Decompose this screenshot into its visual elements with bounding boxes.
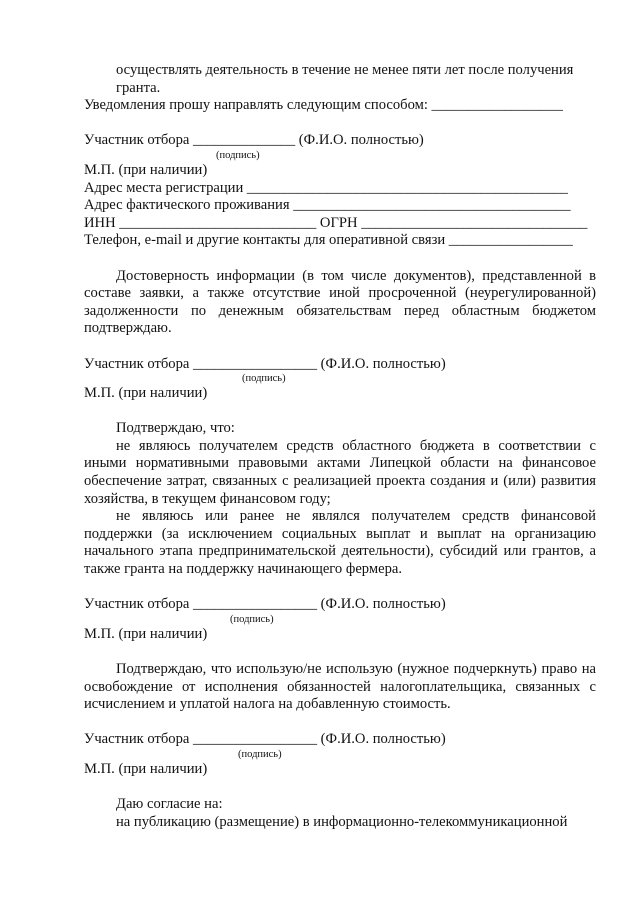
signature-line-2: Участник отбора _________________ (Ф.И.О. полностью) xyxy=(84,355,446,372)
stamp-line-2: М.П. (при наличии) xyxy=(84,385,208,402)
stamp-line-1: М.П. (при наличии) xyxy=(84,161,208,178)
registration-address-line: Адрес места регистрации ____________________________________________ xyxy=(84,179,568,196)
stamp-line-4: М.П. (при наличии) xyxy=(84,760,208,777)
reliability-confirmation-paragraph: Достоверность информации (в том числе документов), представленной в составе заявки, а также отсутствие иной просроченной (неурегулированной) задолженности по денежным обязательствам перед областным бюджетом подтверждаю. xyxy=(84,267,596,337)
signature-caption-2: (подпись) xyxy=(242,373,286,385)
stamp-line-3: М.П. (при наличии) xyxy=(84,625,208,642)
signature-caption-4: (подпись) xyxy=(238,748,282,760)
inn-ogrn-line: ИНН ___________________________ ОГРН _______________________________ xyxy=(84,214,588,231)
vat-exemption-paragraph: Подтверждаю, что использую/не использую (нужное подчеркнуть) право на освобождение от исполнения обязанностей налогоплательщика, связанных с исчислением и уплатой налога на добавленную стоимость. xyxy=(84,661,596,713)
document-page xyxy=(84,62,596,831)
signature-caption-1: (подпись) xyxy=(216,149,260,161)
confirmation-intro: Подтверждаю, что: xyxy=(116,420,235,437)
confirmation-item-2: не являюсь или ранее не являлся получателем средств финансовой поддержки (за исключением социальных выплат и выплат на организацию начального этапа предпринимательской деятельности), субсидий или грантов, а также гранта на поддержку начинающего фермера. xyxy=(84,508,596,578)
continuation-line-end: гранта. xyxy=(116,79,161,96)
notification-method-line: Уведомления прошу направлять следующим способом: __________________ xyxy=(84,97,563,114)
confirmation-item-1: не являюсь получателем средств областного бюджета в соответствии с иными нормативными правовыми актами Липецкой области на финансовое обеспечение затрат, связанных с реализацией проекта создания и (или) развития хозяйства, в текущем финансовом году; xyxy=(84,437,596,507)
signature-line-4: Участник отбора _________________ (Ф.И.О. полностью) xyxy=(84,731,446,748)
continuation-line: осуществлять деятельность в течение не менее пяти лет после получения xyxy=(116,62,574,78)
signature-line-1: Участник отбора ______________ (Ф.И.О. полностью) xyxy=(84,132,424,149)
contacts-line: Телефон, e-mail и другие контакты для оперативной связи _________________ xyxy=(84,232,573,249)
signature-caption-3: (подпись) xyxy=(230,613,274,625)
consent-intro: Даю согласие на: xyxy=(116,796,223,813)
consent-item-1: на публикацию (размещение) в информационно-телекоммуникационной xyxy=(116,813,568,830)
signature-line-3: Участник отбора _________________ (Ф.И.О. полностью) xyxy=(84,596,446,613)
actual-address-line: Адрес фактического проживания ______________________________________ xyxy=(84,197,571,214)
